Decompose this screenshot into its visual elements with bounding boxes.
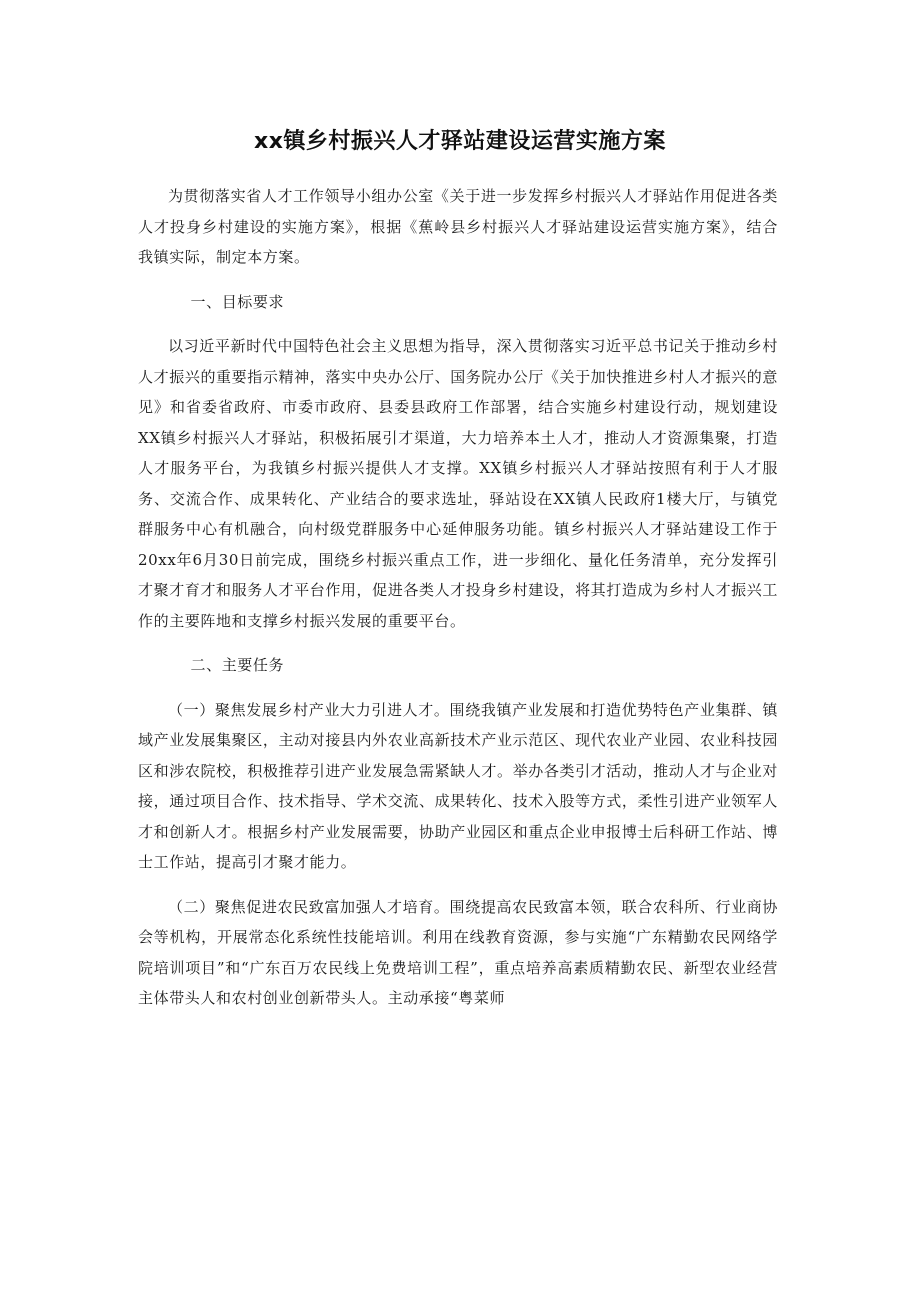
section-heading-tasks: 二、主要任务 [190, 656, 285, 674]
goals-paragraph: 以习近平新时代中国特色社会主义思想为指导，深入贯彻落实习近平总书记关于推动乡村人才振兴的重要指示精神，落实中央办公厅、国务院办公厅《关于加快推进乡村人才振兴的意见》和省委省政府、市委市政府、县委县政府工作部署，结合实施乡村建设行动，规划建设XX镇乡村振兴人才驿站，积极拓展引才渠道，大力培养本土人才，推动人才资源集聚，打造人才服务平台，为我镇乡村振兴提供人才支撑。XX镇乡村振兴人才驿站按照有利于人才服务、交流合作、成果转化、产业结合的要求选址，驿站设在XX镇人民政府1楼大厅，与镇党群服务中心有机融合，向村级党群服务中心延伸服务功能。镇乡村振兴人才驿站建设工作于20xx年6月30日前完成，围绕乡村振兴重点工作，进一步细化、量化任务清单，充分发挥引才聚才育才和服务人才平台作用，促进各类人才投身乡村建设，将其打造成为乡村人才振兴工作的主要阵地和支撑乡村振兴发展的重要平台。 [138, 337, 778, 630]
task-paragraph-2: （二）聚焦促进农民致富加强人才培育。围绕提高农民致富本领，联合农科所、行业商协会等机构，开展常态化系统性技能培训。利用在线教育资源，参与实施“广东精勤农民网络学院培训项目”和“广东百万农民线上免费培训工程”，重点培养高素质精勤农民、新型农业经营主体带头人和农村创业创新带头人。主动承接“粤菜师 [138, 897, 778, 1007]
section-heading-goals: 一、目标要求 [190, 292, 285, 311]
document-title: xx镇乡村振兴人才驿站建设运营实施方案 [254, 129, 666, 154]
task-paragraph-1: （一）聚焦发展乡村产业大力引进人才。围绕我镇产业发展和打造优势特色产业集群、镇域产业发展集聚区，主动对接县内外农业高新技术产业示范区、现代农业产业园、农业科技园区和涉农院校，积极推荐引进产业发展急需紧缺人才。举办各类引才活动，推动人才与企业对接，通过项目合作、技术指导、学术交流、成果转化、技术入股等方式，柔性引进产业领军人才和创新人才。根据乡村产业发展需要，协助产业园区和重点企业申报博士后科研工作站、博士工作站，提高引才聚才能力。 [138, 700, 778, 871]
document-body [138, 181, 778, 1014]
intro-paragraph: 为贯彻落实省人才工作领导小组办公室《关于进一步发挥乡村振兴人才驿站作用促进各类人才投身乡村建设的实施方案》，根据《蕉岭县乡村振兴人才驿站建设运营实施方案》，结合我镇实际，制定本方案。 [138, 187, 778, 266]
